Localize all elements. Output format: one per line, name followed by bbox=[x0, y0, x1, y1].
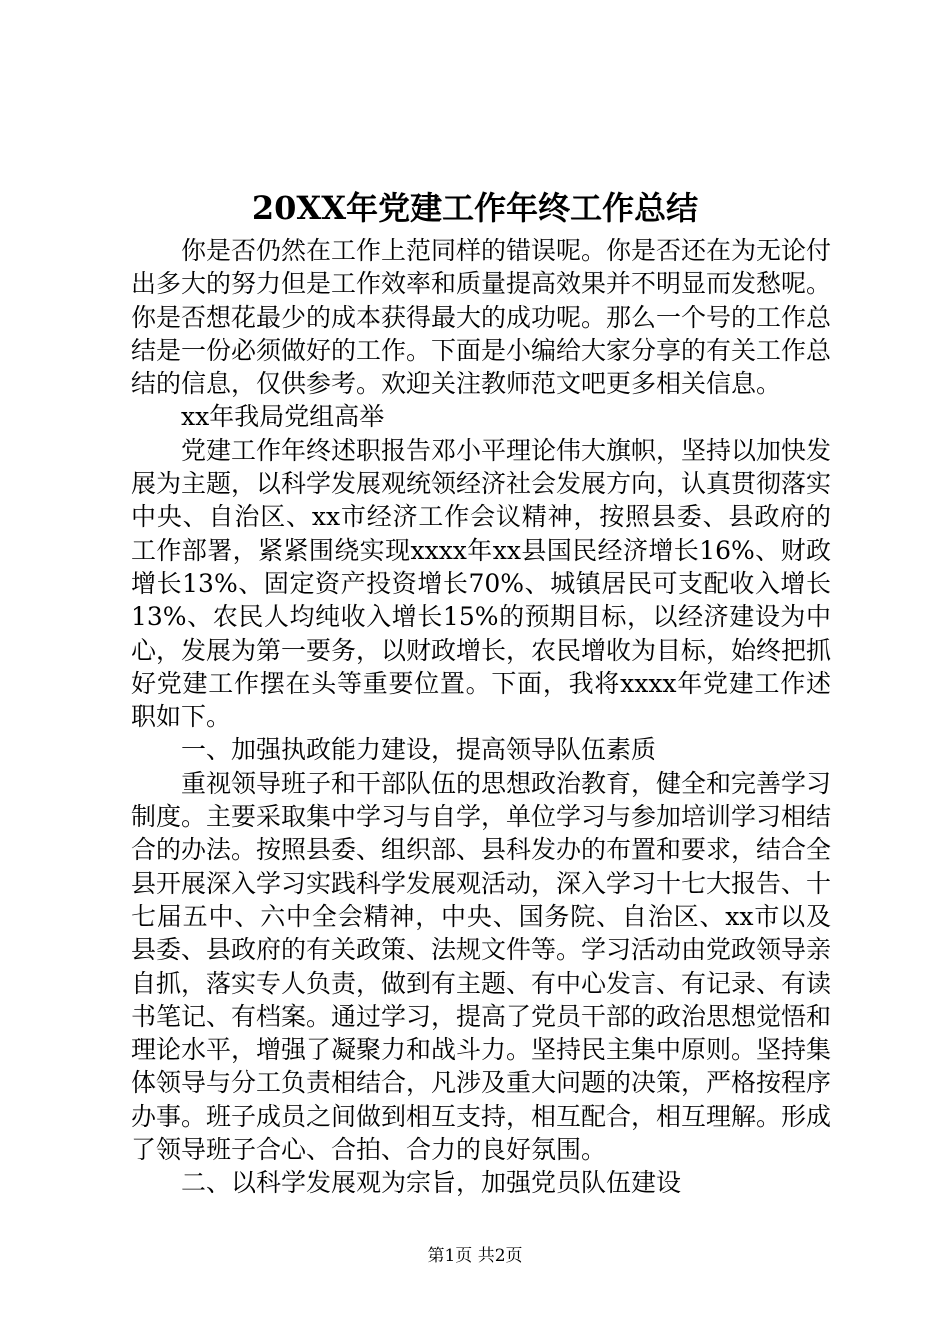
section-heading-1: 一、加强执政能力建设，提高领导队伍素质 bbox=[181, 735, 657, 765]
section-heading-2: 二、以科学发展观为宗旨，加强党员队伍建设 bbox=[181, 1168, 682, 1198]
section-1-paragraph: 重视领导班子和干部队伍的思想政治教育，健全和完善学习制度。主要采取集中学习与自学，单位学习与参加培训学习相结合的办法。按照县委、组织部、县科发办的布置和要求，结合全县开展深入学习实践科学发展观活动，深入学习十七大报告、十七届五中、六中全会精神，中央、国务院、自治区、xx市以及县委、县政府的有关政策、法规文件等。学习活动由党政领导亲自抓，落实专人负责，做到有主题、有中心发言、有记录、有读书笔记、有档案。通过学习，提高了党员干部的政治思想觉悟和理论水平，增强了凝聚力和战斗力。坚持民主集中原则。坚持集体领导与分工负责相结合，凡涉及重大问题的决策，严格按程序办事。班子成员之间做到相互支持，相互配合，相互理解。形成了领导班子合心、合拍、合力的良好氛围。 bbox=[131, 768, 832, 1165]
party-group-paragraph: xx年我局党组高举 bbox=[181, 402, 385, 432]
page-footer: 第1页 共2页 bbox=[427, 1246, 523, 1266]
document-title: 20XX年党建工作年终工作总结 bbox=[251, 189, 699, 227]
intro-paragraph: 你是否仍然在工作上范同样的错误呢。你是否还在为无论付出多大的努力但是工作效率和质量提高效果并不明显而发愁呢。你是否想花最少的成本获得最大的成功呢。那么一个号的工作总结是一份必须做好的工作。下面是小编给大家分享的有关工作总结的信息，仅供参考。欢迎关注教师范文吧更多相关信息。 bbox=[131, 236, 832, 399]
document-body bbox=[131, 234, 831, 1200]
report-paragraph: 党建工作年终述职报告邓小平理论伟大旗帜，坚持以加快发展为主题，以科学发展观统领经济社会发展方向，认真贯彻落实中央、自治区、xx市经济工作会议精神，按照县委、县政府的工作部署，紧紧围绕实现xxxx年xx县国民经济增长16%、财政增长13%、固定资产投资增长70%、城镇居民可支配收入增长13%、农民人均纯收入增长15%的预期目标，以经济建设为中心，发展为第一要务，以财政增长，农民增收为目标，始终把抓好党建工作摆在头等重要位置。下面，我将xxxx年党建工作述职如下。 bbox=[131, 435, 832, 732]
